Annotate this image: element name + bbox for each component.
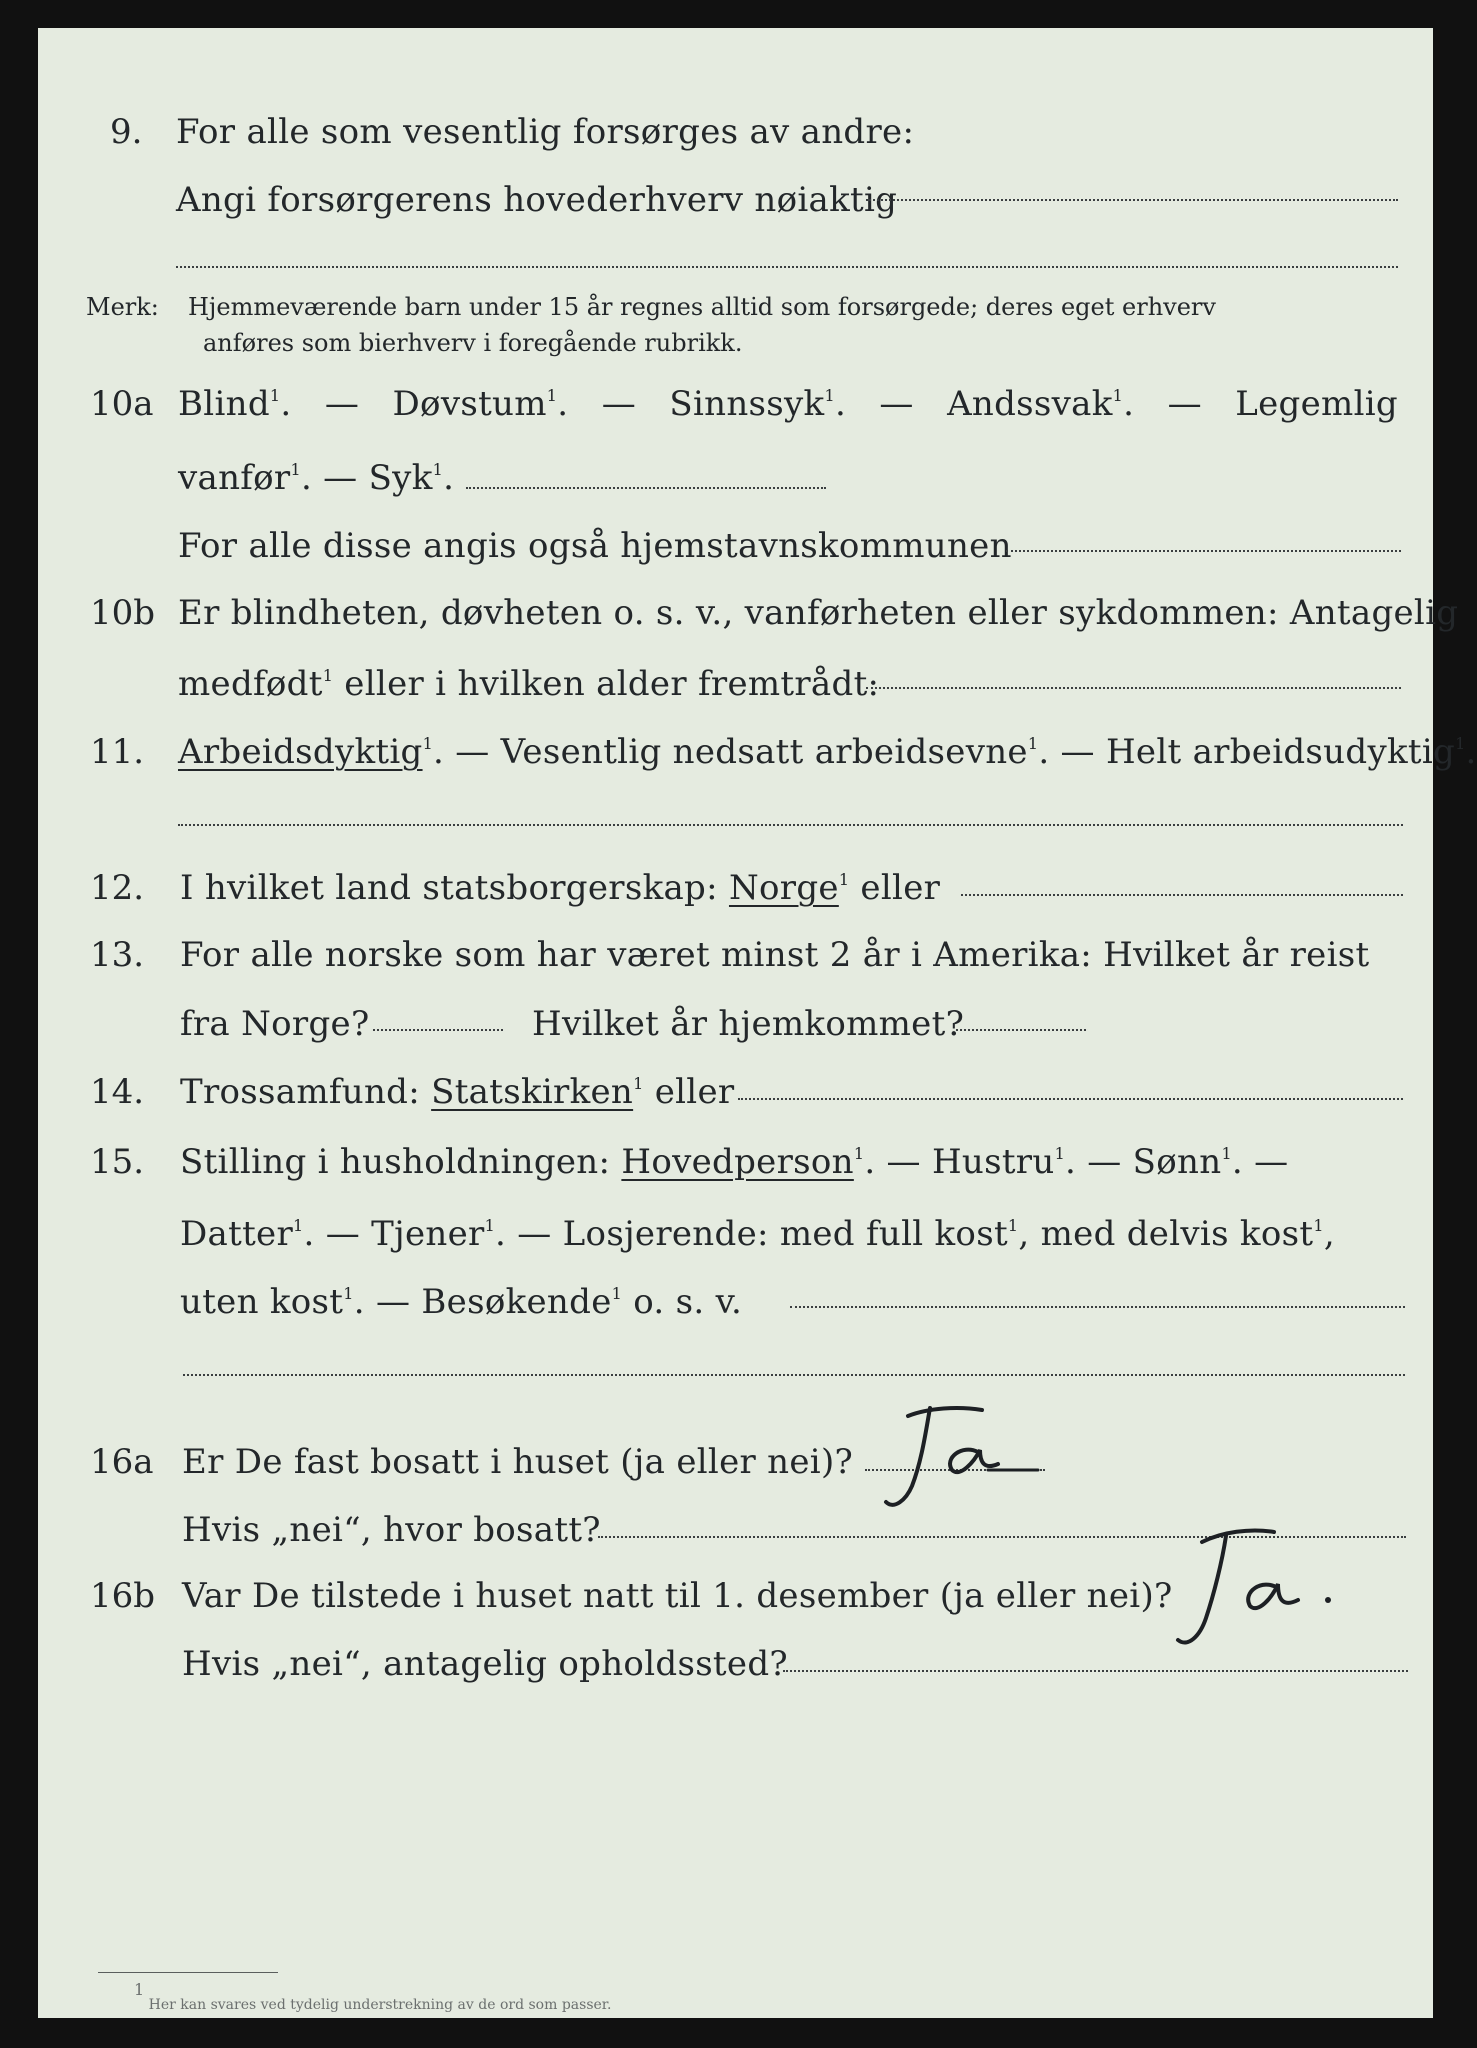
question-16a-line2: Hvis „nei“, hvor bosatt? (182, 1510, 601, 1550)
stilling-field[interactable] (790, 1306, 1405, 1308)
option-syk[interactable]: Syk$^1$. (368, 458, 455, 498)
option-arbeidsdyktig[interactable]: Arbeidsdyktig (178, 732, 423, 772)
stilling-field-2[interactable] (183, 1374, 1405, 1376)
option-blind[interactable]: Blind$^1$. (178, 384, 292, 424)
question-12-number: 12. (90, 868, 145, 908)
question-9-line2: Angi forsørgerens hovederhverv nøiaktig (176, 180, 898, 220)
question-15-line3: uten kost$^1$. — Besøkende$^1$ o. s. v. (180, 1282, 743, 1322)
question-12-line: I hvilket land statsborgerskap: Norge$^1$ eller (180, 868, 941, 908)
question-15-number: 15. (90, 1142, 145, 1182)
question-10a-line3: For alle disse angis også hjemstavnskommunen (178, 526, 1012, 566)
option-dovstum[interactable]: Døvstum$^1$. (392, 384, 569, 424)
question-9-number: 9. (110, 112, 143, 152)
merk-line1: Hjemmeværende barn under 15 år regnes alltid som forsørgede; deres eget erhverv (188, 293, 1216, 321)
question-9-answer-field[interactable] (866, 199, 1398, 201)
question-10b-answer-field[interactable] (866, 687, 1401, 689)
question-10a-syk-field[interactable] (466, 487, 826, 489)
question-11-line: Arbeidsdyktig$^1$. — Vesentlig nedsatt arbeidsevne$^1$. — Helt arbeidsudyktig$^1$. (178, 732, 1477, 772)
statsborgerskap-field[interactable] (961, 894, 1403, 896)
question-13-line1: For alle norske som har været minst 2 år i Amerika: Hvilket år reist (180, 935, 1370, 975)
merk-line2: anføres som bierhverv i foregående rubrikk. (203, 329, 743, 357)
question-9-line1: For alle som vesentlig forsørges av andre: (176, 112, 915, 152)
question-10b-line2: medfødt$^1$ eller i hvilken alder fremtrådt: (178, 664, 880, 704)
question-13-number: 13. (90, 935, 145, 975)
option-andssvak[interactable]: Andssvak$^1$. (947, 384, 1135, 424)
question-16b-number: 16b (90, 1576, 156, 1616)
question-14-line: Trossamfund: Statskirken$^1$ eller (180, 1072, 735, 1112)
question-16b-line1: Var De tilstede i huset natt til 1. desember (ja eller nei)? (182, 1576, 1173, 1616)
question-9-answer-field-2[interactable] (176, 266, 1398, 268)
option-statskirken[interactable]: Statskirken (431, 1072, 634, 1112)
question-13-reist: fra Norge? (180, 1004, 370, 1044)
merk-label: Merk: (86, 293, 159, 321)
question-10b-line1: Er blindheten, døvheten o. s. v., vanførheten eller sykdommen: Antagelig (178, 593, 1459, 633)
census-form-page (38, 28, 1477, 2018)
option-norge[interactable]: Norge (728, 868, 839, 908)
footnote: $^1$ Her kan svares ved tydelig understrekning av de ord som passer. (134, 1980, 612, 2013)
bosatt-handwritten-answer (878, 1400, 1058, 1524)
question-16a-line1: Er De fast bosatt i huset (ja eller nei)? (182, 1442, 854, 1482)
question-16a-number: 16a (90, 1442, 154, 1482)
question-10b-number: 10b (90, 593, 156, 633)
question-10a-line2: vanfør$^1$. — Syk$^1$. (178, 458, 455, 498)
trossamfund-field[interactable] (738, 1098, 1403, 1100)
question-14-number: 14. (90, 1072, 145, 1112)
opholdssted-field[interactable] (783, 1670, 1408, 1672)
question-15-line1: Stilling i husholdningen: Hovedperson$^1$. — Hustru$^1$. — Sønn$^1$. — (180, 1142, 1289, 1182)
question-10a-number: 10a (90, 384, 154, 424)
hjemstavnskommune-field[interactable] (1006, 550, 1401, 552)
option-vanfor[interactable]: vanfør$^1$. (178, 458, 313, 498)
option-hovedperson[interactable]: Hovedperson (621, 1142, 854, 1182)
option-sinnssyk[interactable]: Sinnssyk$^1$. (669, 384, 847, 424)
question-13-hjemkommet: Hvilket år hjemkommet? (532, 1004, 965, 1044)
question-10a-line1: Blind$^1$. — Døvstum$^1$. — Sinnssyk$^1$. — Andssvak$^1$. — Legemlig (178, 384, 1398, 424)
footnote-rule (98, 1972, 278, 1973)
option-legemlig[interactable]: Legemlig (1235, 384, 1398, 424)
question-11-number: 11. (90, 732, 145, 772)
hjemkommet-year-field[interactable] (956, 1029, 1086, 1031)
question-16b-line2: Hvis „nei“, antagelig opholdssted? (182, 1644, 788, 1684)
question-11-answer-field[interactable] (178, 824, 1403, 826)
question-15-line2: Datter$^1$. — Tjener$^1$. — Losjerende: med full kost$^1$, med delvis kost$^1$, (180, 1214, 1335, 1254)
handwriting-ja-2 (1168, 1518, 1358, 1668)
reist-year-field[interactable] (373, 1029, 503, 1031)
tilstede-handwritten-answer (1168, 1518, 1358, 1672)
handwriting-ja-1 (878, 1400, 1058, 1520)
